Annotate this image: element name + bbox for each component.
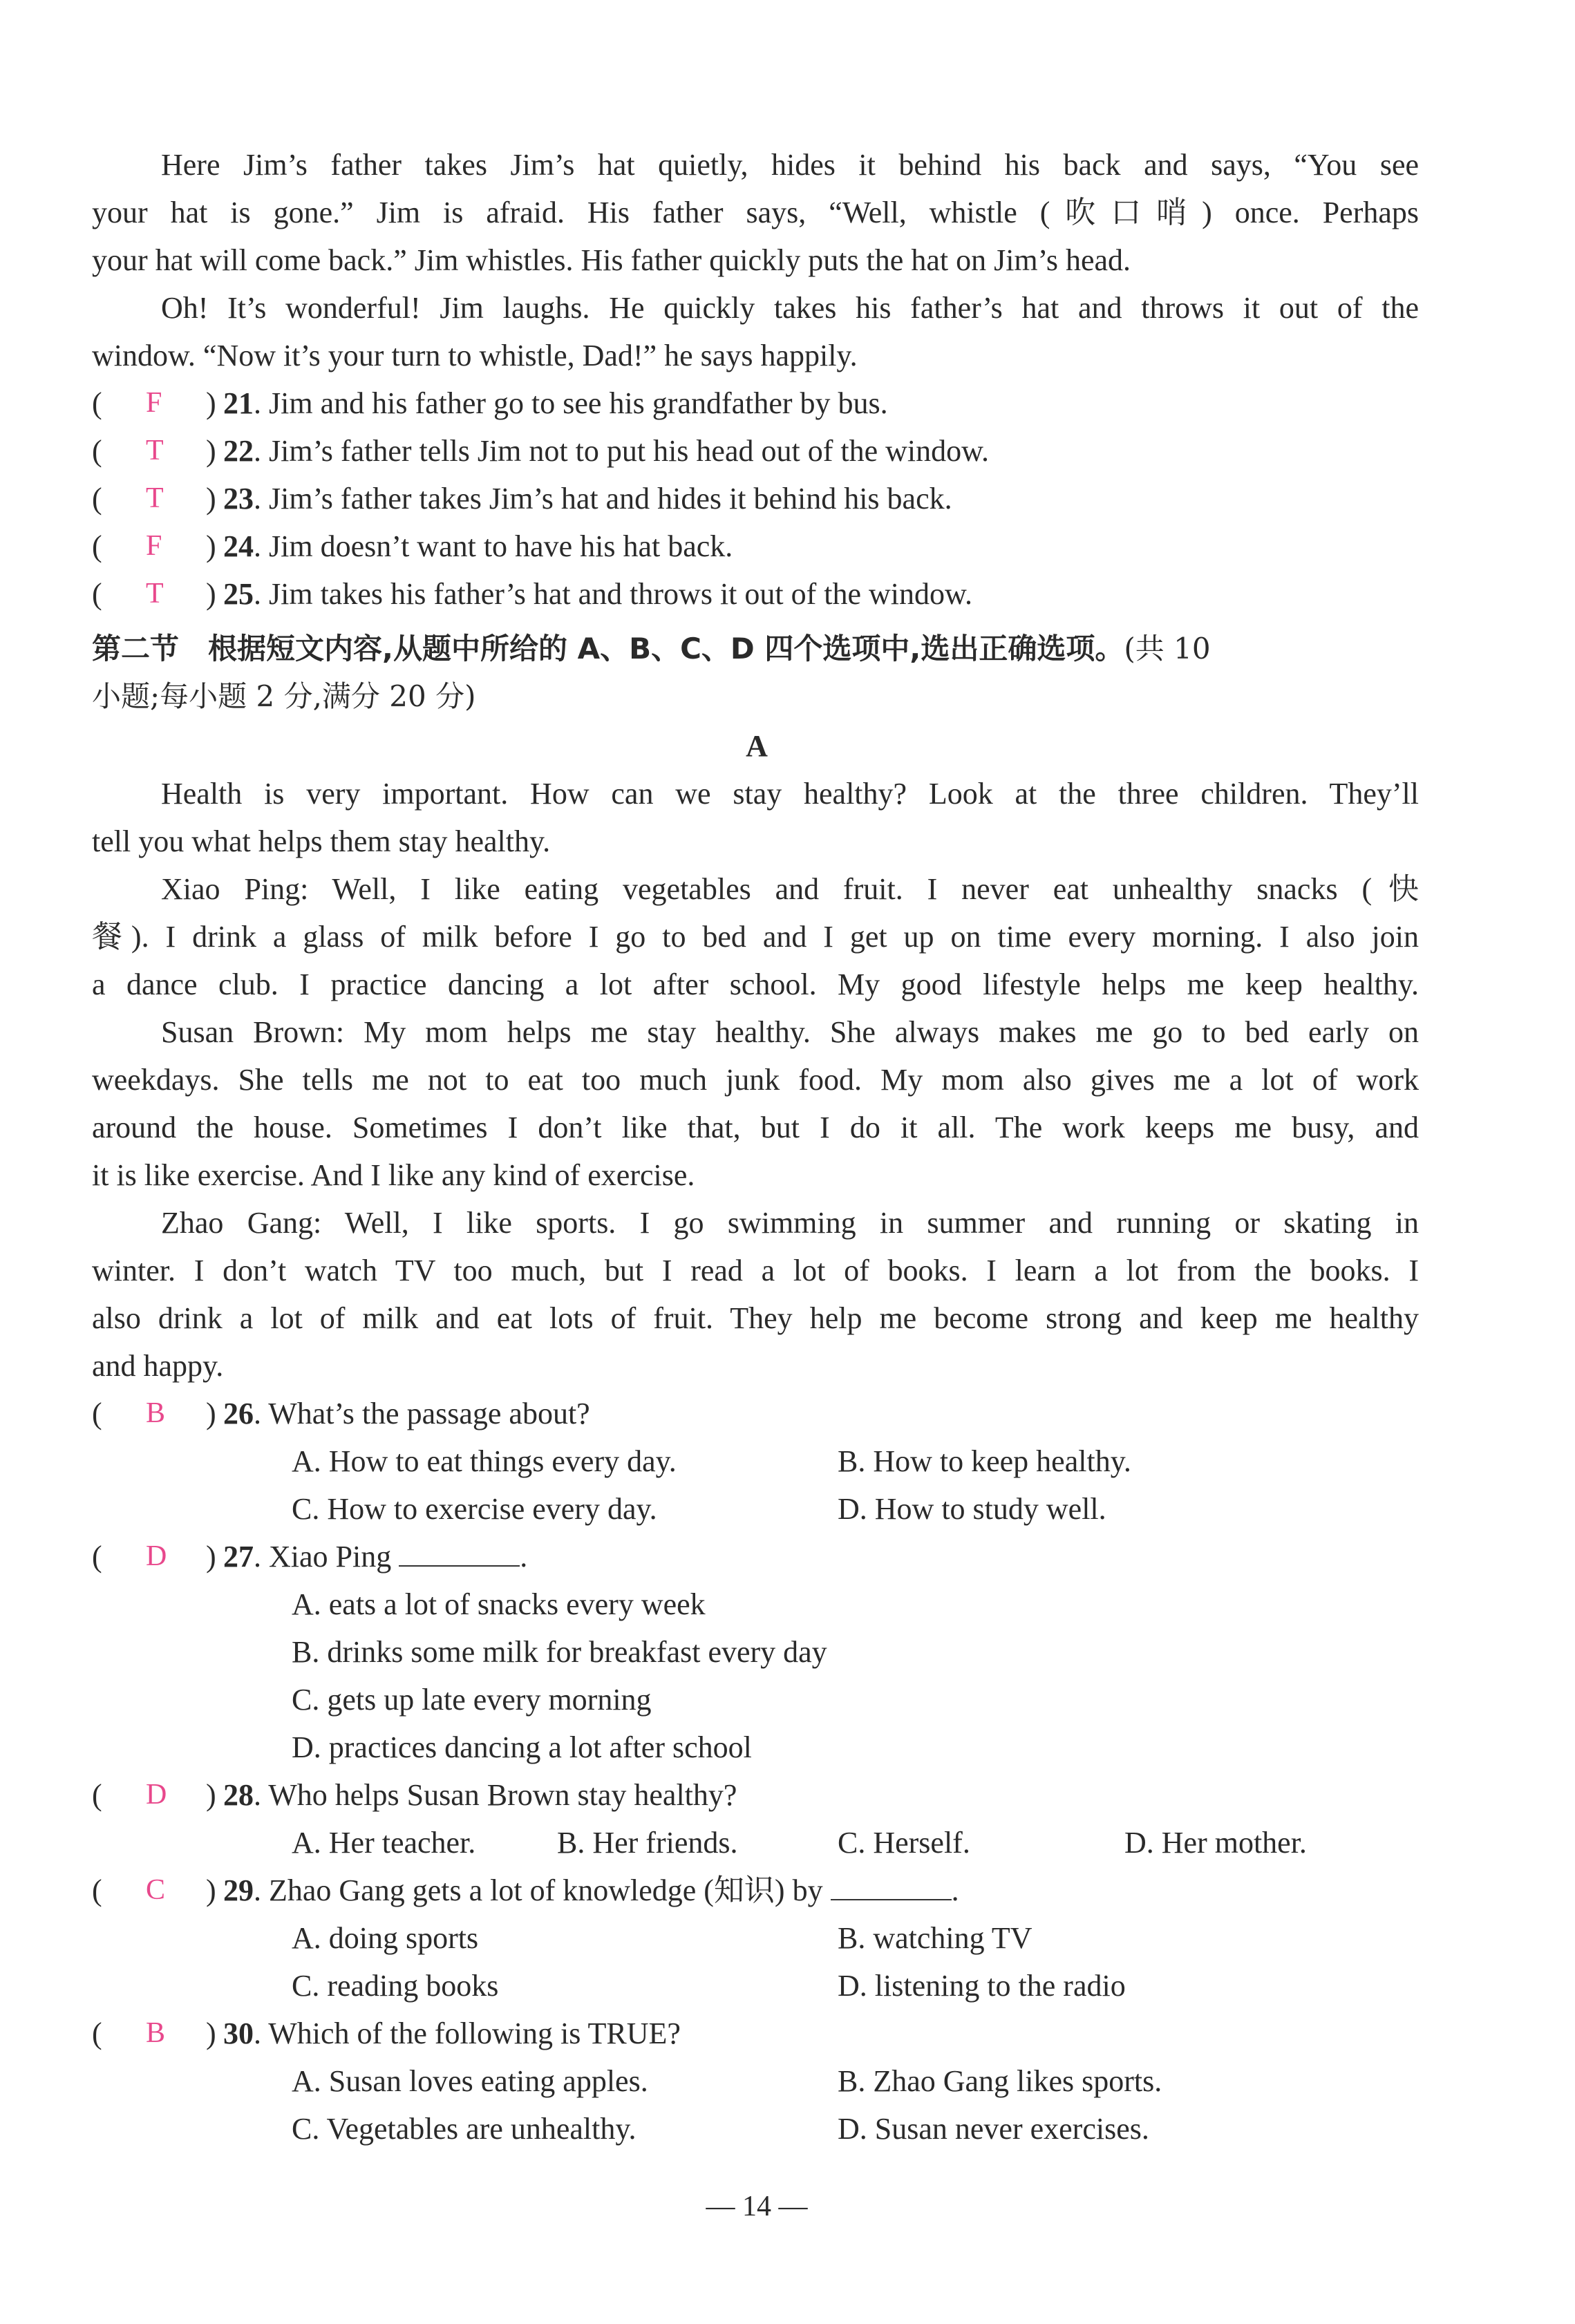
tf-question: ( F ) 24. Jim doesn’t want to have his hat back. bbox=[92, 522, 733, 570]
passage-a-line: Susan Brown: My mom helps me stay healthy. She always makes me go to bed early on bbox=[161, 1015, 1419, 1049]
option: A. How to eat things every day. bbox=[292, 1444, 677, 1478]
passage-a-line: 餐). I drink a glass of milk before I go to bed and I get up on time every morning. I also join bbox=[92, 920, 1419, 954]
passage-a-line: around the house. Sometimes I don’t like that, but I do it all. The work keeps me busy, and bbox=[92, 1111, 1419, 1144]
option: B. Her friends. bbox=[557, 1826, 738, 1860]
mc-question: ( C ) 29. Zhao Gang gets a lot of knowledge (知识) by . bbox=[92, 1867, 959, 1914]
passage-title: A bbox=[746, 729, 768, 763]
passage-a-line: Health is very important. How can we stay healthy? Look at the three children. They’ll bbox=[161, 777, 1419, 811]
answer-mark: T bbox=[146, 482, 164, 514]
passage-a-line: Xiao Ping: Well, I like eating vegetables and fruit. I never eat unhealthy snacks (快 bbox=[161, 872, 1419, 906]
section-heading-points: 小题;每小题 2 分,满分 20 分) bbox=[92, 679, 476, 713]
mc-question: ( B ) 30. Which of the following is TRUE? bbox=[92, 2010, 681, 2057]
tf-question: ( T ) 25. Jim takes his father’s hat and throws it out of the window. bbox=[92, 570, 972, 618]
option: B. Zhao Gang likes sports. bbox=[838, 2064, 1162, 2098]
option: A. eats a lot of snacks every week bbox=[292, 1587, 706, 1621]
passage1-line: window. “Now it’s your turn to whistle, Dad!” he says happily. bbox=[92, 339, 858, 372]
mc-question: ( D ) 28. Who helps Susan Brown stay healthy? bbox=[92, 1771, 737, 1819]
option: C. Herself. bbox=[838, 1826, 970, 1860]
section-heading: 第二节 根据短文内容,从题中所给的 A、B、C、D 四个选项中,选出正确选项。(共 10 bbox=[92, 632, 1211, 665]
tf-question: ( T ) 22. Jim’s father tells Jim not to put his head out of the window. bbox=[92, 427, 989, 475]
answer-blank bbox=[399, 1538, 520, 1567]
mc-question: ( D ) 27. Xiao Ping . bbox=[92, 1533, 527, 1580]
option: D. Susan never exercises. bbox=[838, 2112, 1149, 2146]
answer-mark: D bbox=[146, 1540, 167, 1572]
answer-mark: D bbox=[146, 1779, 167, 1811]
passage1-line: your hat is gone.” Jim is afraid. His father says, “Well, whistle (吹口哨) once. Perhaps bbox=[92, 196, 1419, 229]
passage-a-line: Zhao Gang: Well, I like sports. I go swimming in summer and running or skating in bbox=[161, 1206, 1419, 1240]
passage-a-line: a dance club. I practice dancing a lot after school. My good lifestyle helps me keep healthy. bbox=[92, 967, 1419, 1001]
answer-mark: T bbox=[146, 435, 164, 466]
option: D. How to study well. bbox=[838, 1492, 1106, 1526]
tf-question: ( T ) 23. Jim’s father takes Jim’s hat and hides it behind his back. bbox=[92, 475, 952, 522]
option: D. practices dancing a lot after school bbox=[292, 1730, 752, 1764]
tf-question: ( F ) 21. Jim and his father go to see his grandfather by bus. bbox=[92, 379, 888, 427]
option: A. Susan loves eating apples. bbox=[292, 2064, 648, 2098]
answer-blank bbox=[831, 1871, 952, 1900]
passage1-line: Oh! It’s wonderful! Jim laughs. He quickly takes his father’s hat and throws it out of the bbox=[161, 291, 1419, 325]
answer-mark: C bbox=[146, 1874, 166, 1906]
option: C. How to exercise every day. bbox=[292, 1492, 657, 1526]
option: C. Vegetables are unhealthy. bbox=[292, 2112, 636, 2146]
option: D. listening to the radio bbox=[838, 1969, 1126, 2003]
option: C. reading books bbox=[292, 1969, 499, 2003]
answer-mark: F bbox=[146, 530, 162, 562]
option: B. How to keep healthy. bbox=[838, 1444, 1131, 1478]
passage-a-line: tell you what helps them stay healthy. bbox=[92, 824, 551, 858]
passage-a-line: winter. I don’t watch TV too much, but I read a lot of books. I learn a lot from the books. I bbox=[92, 1254, 1419, 1287]
option: D. Her mother. bbox=[1124, 1826, 1307, 1860]
mc-question: ( B ) 26. What’s the passage about? bbox=[92, 1390, 590, 1437]
passage-a-line: also drink a lot of milk and eat lots of fruit. They help me become strong and keep me healthy bbox=[92, 1301, 1419, 1335]
answer-mark: B bbox=[146, 1397, 166, 1429]
answer-mark: F bbox=[146, 387, 162, 419]
option: A. Her teacher. bbox=[292, 1826, 476, 1860]
passage1-line: your hat will come back.” Jim whistles. His father quickly puts the hat on Jim’s head. bbox=[92, 243, 1131, 277]
answer-mark: T bbox=[146, 578, 164, 610]
option: B. watching TV bbox=[838, 1921, 1032, 1955]
passage-a-line: weekdays. She tells me not to eat too much junk food. My mom also gives me a lot of work bbox=[92, 1063, 1419, 1097]
page-number: — 14 — bbox=[706, 2191, 808, 2222]
answer-mark: B bbox=[146, 2017, 166, 2049]
passage-a-line: it is like exercise. And I like any kind of exercise. bbox=[92, 1158, 695, 1192]
passage-a-line: and happy. bbox=[92, 1349, 224, 1383]
option: B. drinks some milk for breakfast every day bbox=[292, 1635, 827, 1669]
option: C. gets up late every morning bbox=[292, 1683, 652, 1717]
passage1-line: Here Jim’s father takes Jim’s hat quietly, hides it behind his back and says, “You see bbox=[161, 148, 1419, 182]
option: A. doing sports bbox=[292, 1921, 479, 1955]
